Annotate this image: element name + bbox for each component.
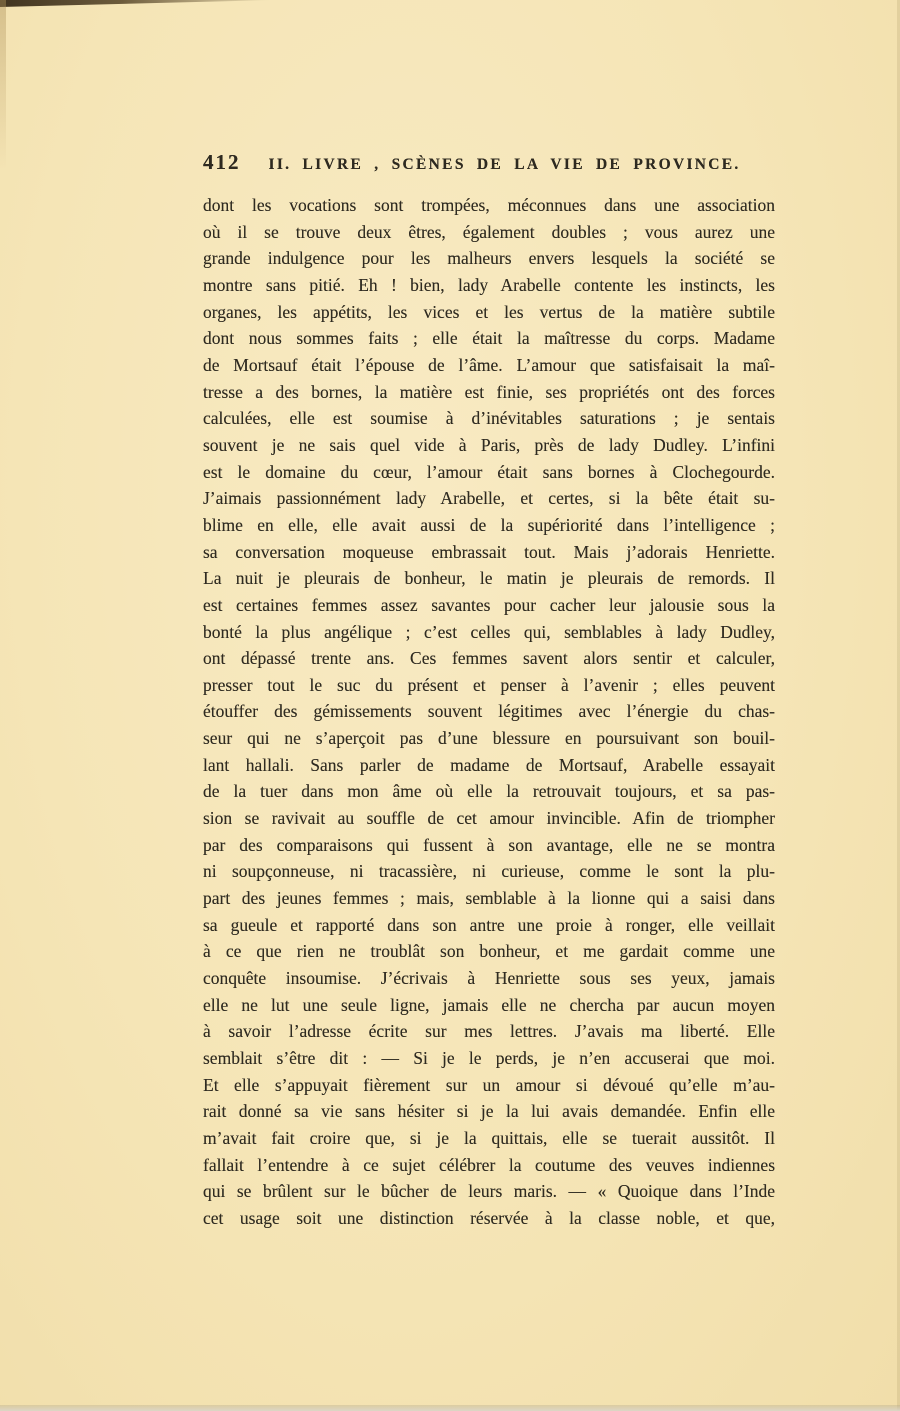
- text-line: sion se ravivait au souffle de cet amour invincible. Afin de triompher: [203, 808, 775, 829]
- running-head: [203, 150, 775, 175]
- text-line: cet usage soit une distinction réservée à la classe noble, et que,: [203, 1207, 775, 1228]
- text-line: lant hallali. Sans parler de madame de Mortsauf, Arabelle essayait: [203, 754, 775, 775]
- text-line: blime en elle, elle avait aussi de la supériorité dans l’intelligence ;: [203, 514, 775, 535]
- text-line: J’aimais passionnément lady Arabelle, et certes, si la bête était su-: [203, 488, 775, 509]
- text-line: bonté la plus angélique ; c’est celles qui, semblables à lady Dudley,: [203, 621, 775, 642]
- text-line: de la tuer dans mon âme où elle la retrouvait toujours, et sa pas-: [203, 781, 775, 802]
- text-line: où il se trouve deux êtres, également doubles ; vous aurez une: [203, 221, 775, 242]
- text-line: Et elle s’appuyait fièrement sur un amour si dévoué qu’elle m’au-: [203, 1074, 775, 1095]
- text-line: fallait l’entendre à ce sujet célébrer la coutume des veuves indiennes: [203, 1154, 775, 1175]
- text-line: à ce que rien ne troublât son bonheur, et me gardait comme une: [203, 941, 775, 962]
- body-text: [203, 192, 775, 1232]
- text-line: étouffer des gémissements souvent légitimes avec l’énergie du chas-: [203, 701, 775, 722]
- scan-edge-top: [0, 0, 272, 7]
- text-line: elle ne lut une seule ligne, jamais elle ne chercha par aucun moyen: [203, 994, 775, 1015]
- text-line: seur qui ne s’aperçoit pas d’une blessure en poursuivant son bouil-: [203, 728, 775, 749]
- text-line: grande indulgence pour les malheurs envers lesquels la société se: [203, 248, 775, 269]
- text-line: dont nous sommes faits ; elle était la maîtresse du corps. Madame: [203, 328, 775, 349]
- scan-edge-bottom: [0, 1405, 900, 1411]
- text-line: organes, les appétits, les vices et les vertus de la matière subtile: [203, 301, 775, 322]
- text-line: qui se brûlent sur le bûcher de leurs maris. — « Quoique dans l’Inde: [203, 1181, 775, 1202]
- text-line: calculées, elle est soumise à d’inévitables saturations ; je sentais: [203, 408, 775, 429]
- text-line: sa gueule et rapporté dans son antre une proie à ronger, elle veillait: [203, 914, 775, 935]
- page-number: 412: [203, 150, 241, 174]
- text-line: montre sans pitié. Eh ! bien, lady Arabelle contente les instincts, les: [203, 274, 775, 295]
- text-line: ont dépassé trente ans. Ces femmes savent alors sentir et calculer,: [203, 648, 775, 669]
- running-title: II. LIVRE , SCÈNES DE LA VIE DE PROVINCE.: [268, 156, 741, 173]
- text-line: sa conversation moqueuse embrassait tout. Mais j’adorais Henriette.: [203, 541, 775, 562]
- text-line: part des jeunes femmes ; mais, semblable à la lionne qui a saisi dans: [203, 888, 775, 909]
- text-line: ni soupçonneuse, ni tracassière, ni curieuse, comme le sont la plu-: [203, 861, 775, 882]
- scan-edge-left: [0, 0, 6, 170]
- text-line: La nuit je pleurais de bonheur, le matin je pleurais de remords. Il: [203, 568, 775, 589]
- text-line: tresse a des bornes, la matière est finie, ses propriétés ont des forces: [203, 381, 775, 402]
- text-line: dont les vocations sont trompées, méconnues dans une association: [203, 195, 775, 215]
- text-line: conquête insoumise. J’écrivais à Henriette sous ses yeux, jamais: [203, 968, 775, 989]
- text-line: presser tout le suc du présent et penser à l’avenir ; elles peuvent: [203, 674, 775, 695]
- text-line: semblait s’être dit : — Si je le perds, je n’en accuserai que moi.: [203, 1048, 775, 1068]
- text-line: souvent je ne sais quel vide à Paris, près de lady Dudley. L’infini: [203, 434, 775, 455]
- text-line: m’avait fait croire que, si je la quittais, elle se tuerait aussitôt. Il: [203, 1127, 775, 1148]
- text-line: rait donné sa vie sans hésiter si je la lui avais demandée. Enfin elle: [203, 1101, 775, 1122]
- text-line: est le domaine du cœur, l’amour était sans bornes à Clochegourde.: [203, 461, 775, 482]
- text-line: est certaines femmes assez savantes pour cacher leur jalousie sous la: [203, 594, 775, 615]
- text-line: de Mortsauf était l’épouse de l’âme. L’amour que satisfaisait la maî-: [203, 354, 775, 375]
- text-line: à savoir l’adresse écrite sur mes lettres. J’avais ma liberté. Elle: [203, 1021, 775, 1042]
- text-line: par des comparaisons qui fussent à son avantage, elle ne se montra: [203, 834, 775, 855]
